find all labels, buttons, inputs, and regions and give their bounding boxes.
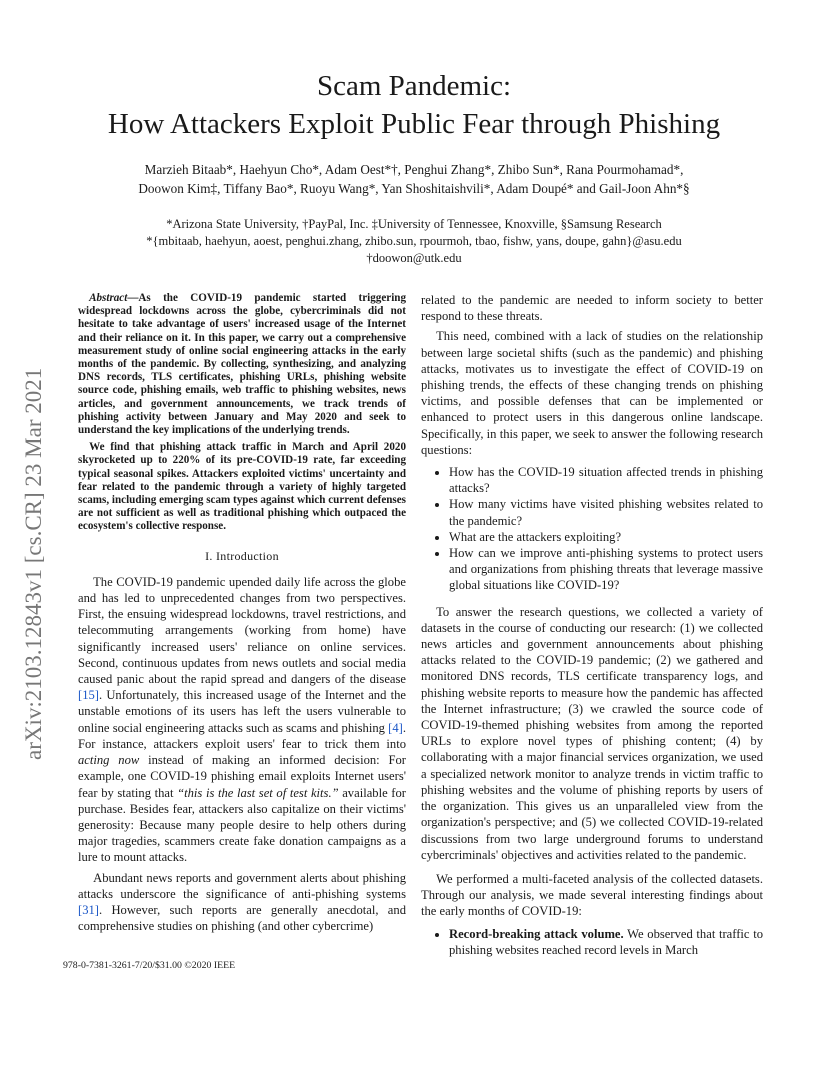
research-questions-list xyxy=(421,464,763,594)
research-question-1: • How has the COVID-19 situation affected trends in phishing attacks? xyxy=(449,464,763,496)
finding-item-1: • Record-breaking attack volume. We observed that traffic to phishing websites reached record levels in March xyxy=(449,926,763,958)
intro-paragraph-1: The COVID-19 pandemic upended daily life across the globe and has led to unprecedented changes from two perspectives. First, the ensuing widespread lockdowns, travel restrictions, and telecommuting arrangements (working from home) have significantly increased users' reliance on online services. Second, continuous updates from news outlets and social media caused panic about the rapid spread and dangers of the disease [15]. Unfortunately, this increased usage of the Internet and the unstable emotions of its users has left the users vulnerable to online social engineering attacks such as scams and phishing [4]. For instance, attackers exploit users' fear to trick them into acting now instead of making an informed decision: For example, one COVID-19 phishing email exploits Internet users' fear by stating that “this is the last set of test kits.” available for purchase. Besides fear, attackers also capitalize on their victims' generosity: Because many people desire to help others during major tragedies, scammers create fake donation campaigns as a lure to mount attacks. xyxy=(78,574,406,865)
research-question-3: • What are the attackers exploiting? xyxy=(449,529,763,545)
citation-link-31[interactable]: [31] xyxy=(78,902,99,917)
right-paragraph-continued: related to the pandemic are needed to inform society to better respond to these threats. xyxy=(421,293,763,324)
right-paragraph-motivation: This need, combined with a lack of studies on the relationship between large societal shifts (such as the pandemic) and phishing attacks, motivates us to investigate the effect of COVID-19 on phishing trends, the effects of these changing trends on phishing victims, and possible defenses that can be implemented or enhanced to protect users in this dangerous online landscape. Specifically, in this paper, we seek to answer the following research questions: xyxy=(421,329,763,457)
author-line-2: Doowon Kim‡, Tiffany Bao*, Ruoyu Wang*, Yan Shoshitaishvili*, Adam Doupé* and Gail-Joon Ahn*§ xyxy=(138,181,690,196)
abstract-paragraph-2: We find that phishing attack traffic in March and April 2020 skyrocketed up to 220% of its pre-COVID-19 rate, far exceeding typical seasonal spikes. Attackers exploited victims' uncertainty and fear related to the pandemic through a variety of highly targeted scams, including emerging scam types against which current defenses are not sufficient as well as traditional phishing which outpaced the ecosystem's collective response. xyxy=(78,441,406,533)
research-question-4: • How can we improve anti-phishing systems to protect users and organizations from phishing threats that leverage massive global situations like COVID-19? xyxy=(449,545,763,594)
author-line-1: Marzieh Bitaab*, Haehyun Cho*, Adam Oest*†, Penghui Zhang*, Zhibo Sun*, Rana Pourmohamad*, xyxy=(144,162,684,177)
author-list xyxy=(40,160,788,198)
abstract-paragraph-1: Abstract—As the COVID-19 pandemic started triggering widespread lockdowns across the globe, cybercriminals did not hesitate to take advantage of users' increased usage of the Internet and their reliance on it. In this paper, we carry out a comprehensive measurement study of online social engineering attacks in the early months of the pandemic. By collecting, synthesizing, and analyzing DNS records, TLS certificates, phishing URLs, phishing website source code, phishing emails, web traffic to phishing websites, news articles, and government announcements, we track trends of phishing activity between January and May 2020 and seek to understand the key implications of the underlying trends. xyxy=(78,292,406,437)
intro-paragraph-2: Abundant news reports and government alerts about phishing attacks underscore the significance of anti-phishing systems [31]. However, such reports are generally anecdotal, and comprehensive studies on phishing (and other cybercrime) xyxy=(78,870,406,934)
research-question-2: • How many victims have visited phishing websites related to the pandemic? xyxy=(449,496,763,528)
paper-title-line-1: Scam Pandemic: xyxy=(316,70,512,102)
emphasis-acting-now: acting now xyxy=(78,753,140,768)
emails-line: *{mbitaab, haehyun, aoest, penghui.zhang, zhibo.sun, rpourmoh, tbao, fishw, yans, doupe, gahn}@asu.edu xyxy=(146,234,682,248)
finding-title: Record-breaking attack volume. xyxy=(449,926,624,941)
email-doowon: †doowon@utk.edu xyxy=(366,251,462,265)
right-paragraph-datasets: To answer the research questions, we collected a variety of datasets in the course of conducting our research: (1) we collected news articles and government announcements about phishing attacks related to the COVID-19 pandemic; (2) we gathered and monitored DNS records, TLS certificate transparency logs, and phishing website reports to measure how the pandemic has affected the Internet infrastructure; (3) we crawled the source code of COVID-19-themed phishing websites from among the reported URLs to explore novel types of phishing content; (4) by collaborating with a major financial services organization, we used a specialized network monitor to analyze trends in victim traffic to phishing websites and the volume of phishing reports by users of the organization. This gives us an unparalleled view from the organization's perspective; and (5) we collected COVID-19-related discussions from two large underground forums to understand cybercriminals' objectives and activities related to the pandemic. xyxy=(421,604,763,862)
quote-test-kits: “this is the last set of test kits.” xyxy=(177,785,339,800)
findings-list xyxy=(421,926,763,958)
arxiv-stamp: arXiv:2103.12843v1 [cs.CR] 23 Mar 2021 xyxy=(21,367,46,760)
citation-link-4[interactable]: [4] xyxy=(388,720,403,735)
section-heading-introduction: I. Introduction xyxy=(205,548,279,563)
citation-link-15[interactable]: [15] xyxy=(78,688,99,703)
affiliations-line: *Arizona State University, †PayPal, Inc. ‡University of Tennessee, Knoxville, §Samsung Research xyxy=(166,217,662,231)
abstract-label: Abstract xyxy=(89,292,128,304)
right-paragraph-analysis: We performed a multi-faceted analysis of the collected datasets. Through our analysis, we made several interesting findings about the early months of COVID-19: xyxy=(421,871,763,919)
paper-title-line-2: How Attackers Exploit Public Fear through Phishing xyxy=(107,108,721,140)
right-column xyxy=(421,292,763,968)
copyright-footer: 978-0-7381-3261-7/20/$31.00 ©2020 IEEE xyxy=(63,960,236,971)
left-column xyxy=(78,292,406,934)
